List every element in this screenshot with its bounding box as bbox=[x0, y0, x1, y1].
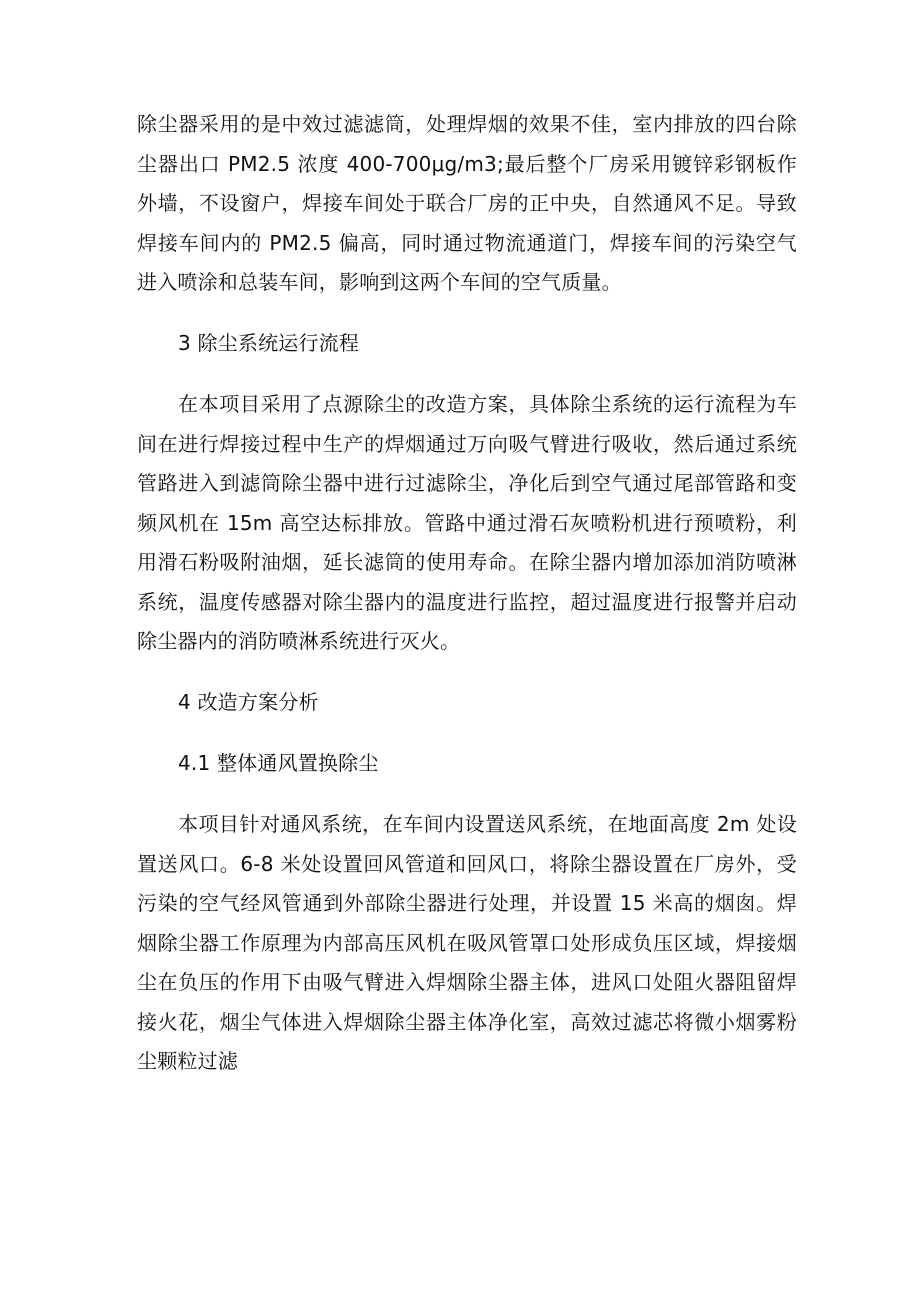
paragraph-ventilation-replacement: 本项目针对通风系统，在车间内设置送风系统，在地面高度 2m 处设置送风口。6-8 米处设置回风管道和回风口，将除尘器设置在厂房外，受污染的空气经风管通到外部除尘器进行处理，并设置 15 米高的烟囱。焊烟除尘器工作原理为内部高压风机在吸风管罩口处形成负压区域，焊接烟尘在负压的作用下由吸气臂进入焊烟除尘器主体，进风口处阻火器阻留焊接火花，烟尘气体进入焊烟除尘器主体净化室，高效过滤芯将微小烟雾粉尘颗粒过滤 bbox=[137, 812, 797, 1073]
document-body bbox=[137, 105, 797, 1082]
section-heading-4: 4 改造方案分析 bbox=[178, 690, 319, 714]
section-heading-4-1: 4.1 整体通风置换除尘 bbox=[178, 751, 379, 775]
section-heading-3: 3 除尘系统运行流程 bbox=[178, 331, 360, 355]
paragraph-dust-collector-issues: 除尘器采用的是中效过滤滤筒，处理焊烟的效果不佳，室内排放的四台除尘器出口 PM2.5 浓度 400-700μg/m3;最后整个厂房采用镀锌彩钢板作外墙，不设窗户，焊接车间处于联合厂房的正中央，自然通风不足。导致焊接车间内的 PM2.5 偏高，同时通过物流通道门，焊接车间的污染空气进入喷涂和总装车间，影响到这两个车间的空气质量。 bbox=[137, 112, 797, 294]
paragraph-system-flow: 在本项目采用了点源除尘的改造方案，具体除尘系统的运行流程为车间在进行焊接过程中生产的焊烟通过万向吸气臂进行吸收，然后通过系统管路进入到滤筒除尘器中进行过滤除尘，净化后到空气通过尾部管路和变频风机在 15m 高空达标排放。管路中通过滑石灰喷粉机进行预喷粉，利用滑石粉吸附油烟，延长滤筒的使用寿命。在除尘器内增加添加消防喷淋系统，温度传感器对除尘器内的温度进行监控，超过温度进行报警并启动除尘器内的消防喷淋系统进行灭火。 bbox=[137, 392, 797, 653]
